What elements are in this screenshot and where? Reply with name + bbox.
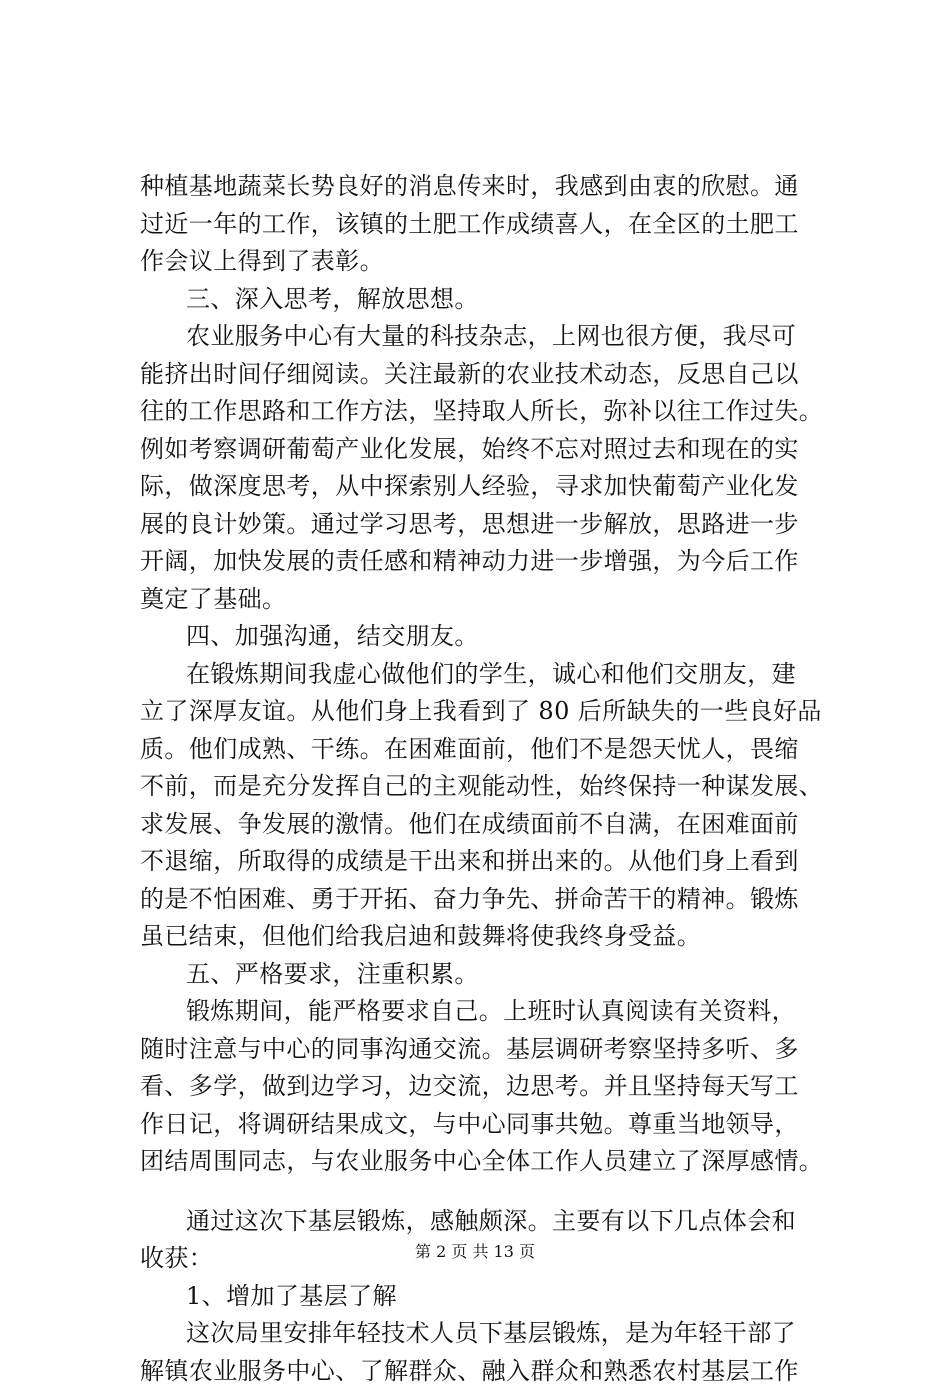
text-line: 求发展、争发展的激情。他们在成绩面前不自满，在困难面前 [140, 806, 840, 844]
text-line: 1、增加了基层了解 [140, 1278, 840, 1316]
text-line: 种植基地蔬菜长势良好的消息传来时，我感到由衷的欣慰。通 [140, 168, 840, 206]
text-line: 团结周围同志，与农业服务中心全体工作人员建立了深厚感情。 [140, 1143, 840, 1181]
text-line: 农业服务中心有大量的科技杂志，上网也很方便，我尽可 [140, 318, 840, 356]
text-line: 收获： [140, 1240, 840, 1278]
text-line: 四、加强沟通，结交朋友。 [140, 618, 840, 656]
text-line: 不前，而是充分发挥自己的主观能动性，始终保持一种谋发展、 [140, 768, 840, 806]
text-line: 质。他们成熟、干练。在困难面前，他们不是怨天忧人，畏缩 [140, 731, 840, 769]
text-line: 通过这次下基层锻炼，感触颇深。主要有以下几点体会和 [140, 1203, 840, 1241]
text-line: 奠定了基础。 [140, 581, 840, 619]
text-line: 不退缩，所取得的成绩是干出来和拼出来的。从他们身上看到 [140, 843, 840, 881]
text-line: 三、深入思考，解放思想。 [140, 281, 840, 319]
text-line: 作日记，将调研结果成文，与中心同事共勉。尊重当地领导， [140, 1106, 840, 1144]
page-footer: 第 2 页 共 13 页 [0, 1242, 950, 1262]
text-line: 的是不怕困难、勇于开拓、奋力争先、拼命苦干的精神。锻炼 [140, 881, 840, 919]
text-line: 往的工作思路和工作方法，坚持取人所长，弥补以往工作过失。 [140, 393, 840, 431]
text-line: 这次局里安排年轻技术人员下基层锻炼，是为年轻干部了 [140, 1315, 840, 1353]
text-line: 作会议上得到了表彰。 [140, 243, 840, 281]
text-line: 展的良计妙策。通过学习思考，思想进一步解放，思路进一步 [140, 506, 840, 544]
text-line: 开阔，加快发展的责任感和精神动力进一步增强，为今后工作 [140, 543, 840, 581]
text-line: 在锻炼期间我虚心做他们的学生，诚心和他们交朋友，建 [140, 656, 840, 694]
text-line: 解镇农业服务中心、了解群众、融入群众和熟悉农村基层工作 [140, 1353, 840, 1390]
document-body [140, 168, 840, 1390]
text-line: 例如考察调研葡萄产业化发展，始终不忘对照过去和现在的实 [140, 431, 840, 469]
text-line: 立了深厚友谊。从他们身上我看到了 80 后所缺失的一些良好品 [140, 693, 840, 731]
text-line: 看、多学，做到边学习，边交流，边思考。并且坚持每天写工 [140, 1068, 840, 1106]
text-line: 能挤出时间仔细阅读。关注最新的农业技术动态，反思自己以 [140, 356, 840, 394]
text-line: 锻炼期间，能严格要求自己。上班时认真阅读有关资料， [140, 993, 840, 1031]
text-line: 际，做深度思考，从中探索别人经验，寻求加快葡萄产业化发 [140, 468, 840, 506]
text-line: 随时注意与中心的同事沟通交流。基层调研考察坚持多听、多 [140, 1031, 840, 1069]
text-line: 过近一年的工作，该镇的土肥工作成绩喜人，在全区的土肥工 [140, 206, 840, 244]
text-line: 虽已结束，但他们给我启迪和鼓舞将使我终身受益。 [140, 918, 840, 956]
paragraph-gap [140, 1181, 840, 1203]
text-line: 五、严格要求，注重积累。 [140, 956, 840, 994]
